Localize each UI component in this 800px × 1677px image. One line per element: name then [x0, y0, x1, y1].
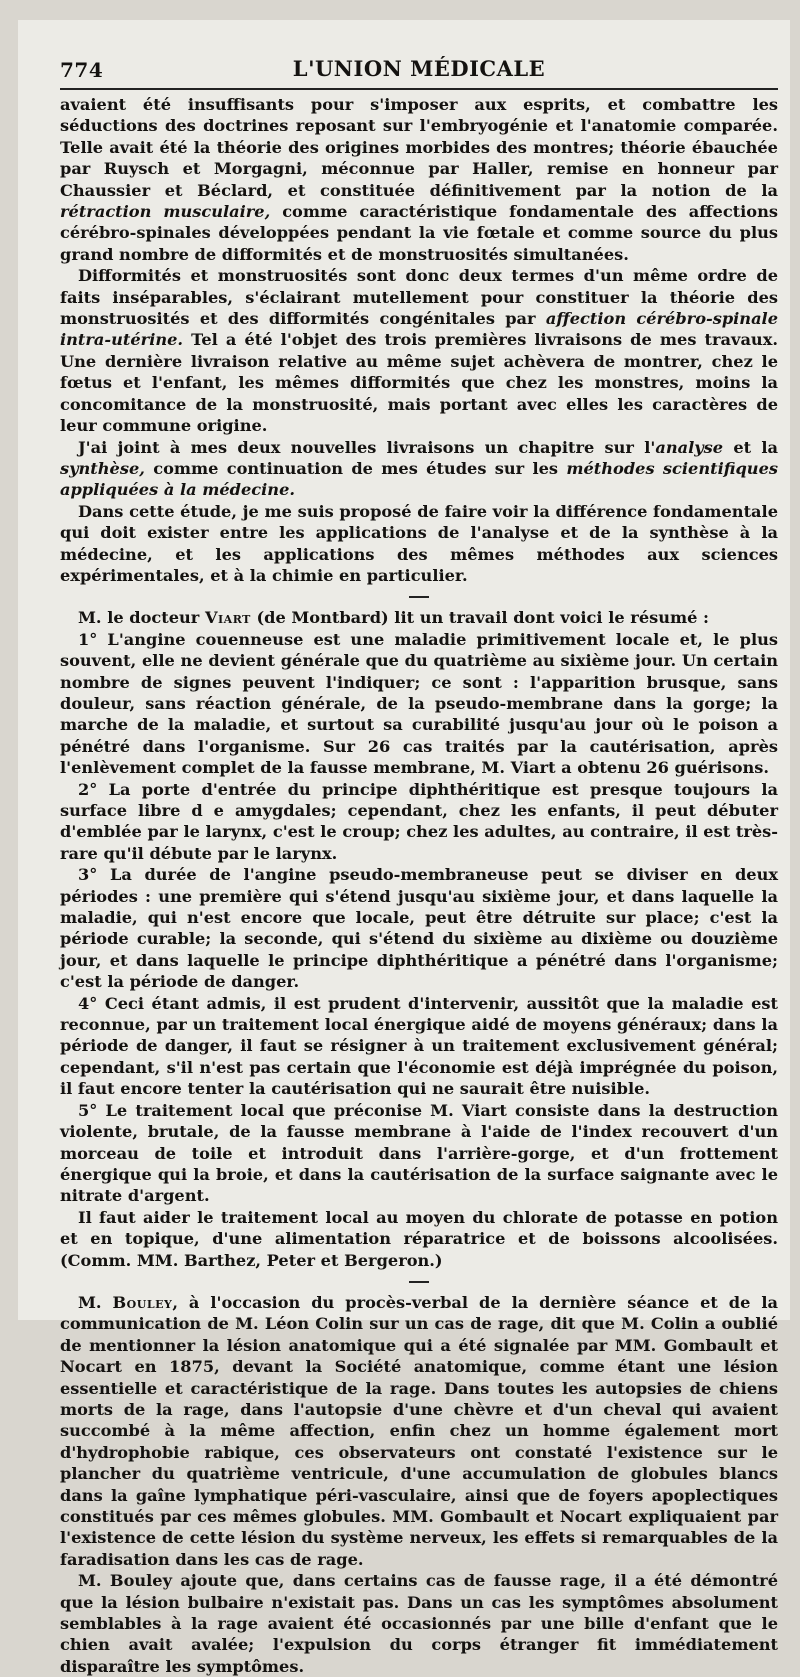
paragraph: Dans cette étude, je me suis proposé de faire voir la différence fondamentale qui doit exister entre les applications de l'analyse et de la synthèse à la médecine, et les applications des mêmes méthodes aux sciences expérimentales, et à la chimie en particulier. [60, 501, 778, 585]
running-title: L'UNION MÉDICALE [292, 56, 546, 81]
paragraph: Il faut aider le traitement local au moyen du chlorate de potasse en potion et en topique, d'une alimentation réparatrice et de boissons alcoolisées. (Comm. MM. Barthez, Peter et Bergeron.) [60, 1207, 778, 1270]
numbered-item: 3° La durée de l'angine pseudo-membraneuse peut se diviser en deux périodes : une première qui s'étend jusqu'au sixième jour, et dans laquelle la maladie, qui n'est encore que locale, peut être détruite sur place; c'est la période curable; la seconde, qui s'étend du sixième au dixième ou douzième jour, et dans laquelle le principe diphthéritique a pénétré dans l'organisme; c'est la période de danger. [60, 865, 778, 992]
numbered-item: 1° L'angine couenneuse est une maladie primitivement locale et, le plus souvent, elle ne devient générale que du quatrième au sixième jour. Un certain nombre de signes peuvent l'indiquer; ce sont : l'apparition brusque, sans douleur, sans réaction générale, de la pseudo-membrane dans la gorge; la marche de la maladie, et surtout sa curabilité jusqu'au jour où le poison a pénétré dans l'organisme. Sur 26 cas traités par la cautérisation, après l'enlèvement complet de la fausse membrane, M. Viart a obtenu 26 guérisons. [60, 629, 778, 778]
page-header [60, 54, 778, 90]
numbered-item: 2° La porte d'entrée du principe diphthéritique est presque toujours la surface libre d e amygdales; cependant, chez les enfants, il peut débuter d'emblée par le larynx, c'est le croup; chez les adultes, au contraire, il est très-rare qu'il débute par le larynx. [60, 779, 778, 863]
emphasis: affection cérébro-spinale intra-utérine. [60, 309, 779, 350]
paragraph: avaient été insuffisants pour s'imposer aux esprits, et combattre les séductions des doctrines reposant sur l'embryogénie et l'anatomie comparée. Telle avait été la théorie des origines morbides des montres; théorie ébauchée par Ruysch et Morgagni, méconnue par Haller, remise en honneur par Chaussier et Béclard, et constituée définitivement par la notion de la rétraction musculaire, comme caractéristique fondamentale des affections cérébro-spinales développées pendant la vie fœtale et comme source du plus grand nombre de difformités et de monstruosités simultanées. [60, 95, 778, 264]
paragraph: M. le docteur Viart (de Montbard) lit un travail dont voici le résumé : [78, 608, 710, 628]
paragraph: M. Bouley ajoute que, dans certains cas de fausse rage, il a été démontré que la lésion bulbaire n'existait pas. Dans un cas les symptômes absolument semblables à la rage avaient été occasionnés par une bille d'enfant que le chien avait avalée; l'expulsion du corps étranger fit immédiatement disparaître les symptômes. [60, 1571, 778, 1676]
emphasis: synthèse, [60, 458, 145, 478]
emphasis: méthodes scientifiques appliquées à la médecine. [60, 458, 778, 500]
speaker-name: Bouley [112, 1292, 173, 1312]
emphasis: rétraction musculaire, [60, 202, 271, 222]
paragraph: M. Bouley, à l'occasion du procès-verbal de la dernière séance et de la communication de M. Léon Colin sur un cas de rage, dit que M. Colin a oublié de mentionner la lésion anatomique qui a été signalée par MM. Gombault et Nocart en 1875, devant la Société anatomique, comme étant une lésion essentielle et caractéristique de la rage. Dans toutes les autopsies de chiens morts de la rage, dans l'autopsie d'une chèvre et d'un cheval qui avaient succombé à la même affection, enfin chez un homme également mort d'hydrophobie rabique, ces observateurs ont constaté l'existence sur le plancher du quatrième ventricule, d'une accumulation de globules blancs dans la gaîne lymphatique péri-vasculaire, ainsi que de foyers apoplectiques constitués par ces mêmes globules. MM. Gombault et Nocart expliquaient par l'existence de cette lésion du système nerveux, les effets si remarquables de la faradisation dans les cas de rage. [60, 1292, 778, 1569]
section-separator [409, 1281, 429, 1283]
emphasis: analyse [655, 437, 724, 457]
numbered-item: 5° Le traitement local que préconise M. Viart consiste dans la destruction violente, brutale, de la fausse membrane à l'aide de l'index recouvert d'un morceau de toile et introduit dans l'arrière-gorge, et d'un frottement énergique qui la broie, et dans la cautérisation de la surface saignante avec le nitrate d'argent. [60, 1100, 778, 1206]
paragraph: Difformités et monstruosités sont donc deux termes d'un même ordre de faits inséparables, s'éclairant mutellement pour constituer la théorie des monstruosités et des difformités congénitales par affection cérébro-spinale intra-utérine. Tel a été l'objet des trois premières livraisons de mes travaux. Une dernière livraison relative au même sujet achèvera de montrer, chez le fœtus et l'enfant, les mêmes difformités que chez les monstres, moins la concomitance de la monstruosité, mais portant avec elles les caractères de leur commune origine. [60, 266, 779, 436]
speaker-name: Viart [204, 608, 251, 628]
numbered-item: 4° Ceci étant admis, il est prudent d'intervenir, aussitôt que la maladie est reconnue, par un traitement local énergique aidé de moyens généraux; dans la période de danger, il faut se résigner à un traitement exclusivement général; cependant, s'il n'est pas certain que l'économie est déjà imprégnée du poison, il faut encore tenter la cautérisation qui ne saurait être nuisible. [60, 993, 778, 1099]
document-page [18, 20, 790, 1676]
page-number: 774 [60, 58, 104, 82]
paragraph: J'ai joint à mes deux nouvelles livraisons un chapitre sur l'analyse et la synthèse, comme continuation de mes études sur les méthodes scientifiques appliquées à la médecine. [60, 437, 778, 500]
section-separator [409, 596, 429, 598]
body-text [60, 90, 778, 1677]
